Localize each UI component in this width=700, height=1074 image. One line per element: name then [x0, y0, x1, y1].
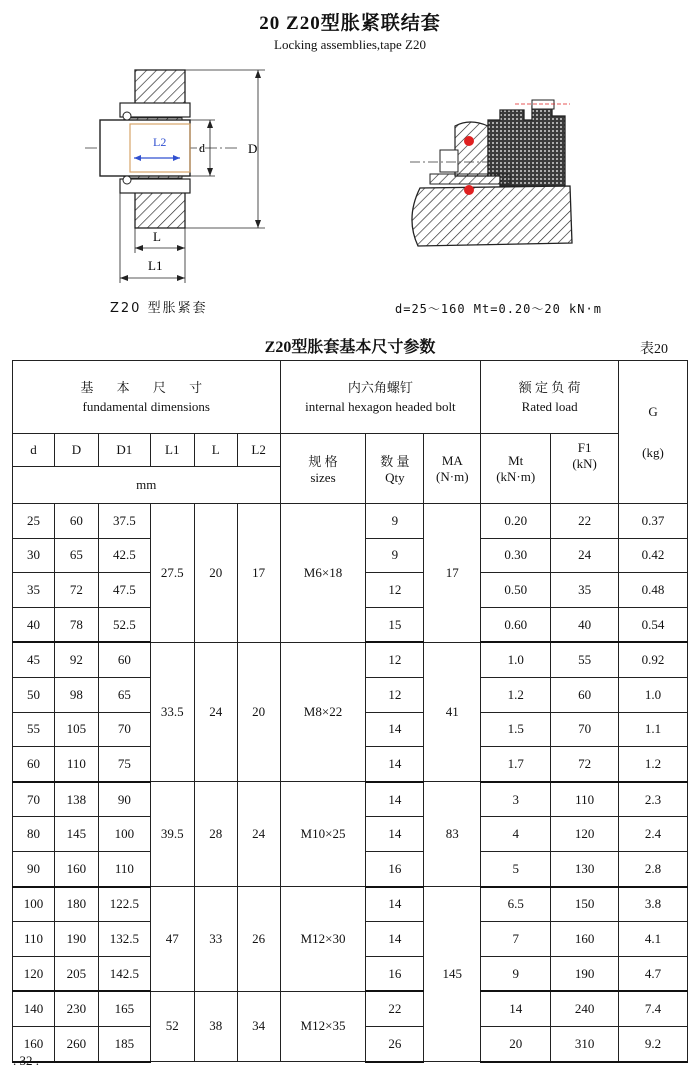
- cell-qty: 22: [366, 991, 424, 1026]
- shaft-detail: [412, 186, 572, 246]
- cell-g: 2.8: [619, 851, 688, 886]
- cell-qty: 16: [366, 956, 424, 991]
- header-L2: L2: [237, 434, 280, 467]
- right-figure-caption: d=25～160 Mt=0.20～20 kN·m: [395, 302, 602, 316]
- cell-D1: 142.5: [98, 956, 150, 991]
- header-weight-label: G: [648, 404, 658, 419]
- cell-d: 110: [13, 922, 55, 957]
- cell-sizes: M10×25: [280, 782, 366, 887]
- cell-D1: 165: [98, 991, 150, 1026]
- table-number: 表20: [640, 342, 668, 357]
- cell-qty: 9: [366, 504, 424, 539]
- cell-mt: 1.0: [481, 642, 551, 677]
- header-L1: L1: [150, 434, 194, 467]
- cell-D: 72: [54, 573, 98, 608]
- dim-l2-label: L2: [153, 135, 167, 149]
- cell-D: 145: [54, 817, 98, 852]
- cell-D: 78: [54, 607, 98, 642]
- cell-D1: 185: [98, 1026, 150, 1061]
- dim-D-label: D: [248, 141, 258, 156]
- cell-D: 110: [54, 747, 98, 782]
- group-header-bolt-cn: 内六角螺钉: [347, 380, 413, 395]
- cell-mt: 3: [481, 782, 551, 817]
- cell-L: 33: [194, 887, 237, 992]
- cell-L2: 34: [237, 991, 280, 1061]
- cell-D1: 75: [98, 747, 150, 782]
- cell-g: 2.4: [619, 817, 688, 852]
- cell-mt: 0.60: [481, 607, 551, 642]
- cell-d: 160: [13, 1026, 55, 1061]
- cell-f1: 70: [551, 712, 619, 747]
- header-D: D: [54, 434, 98, 467]
- cell-sizes: M12×35: [280, 991, 366, 1061]
- cell-D: 92: [54, 642, 98, 677]
- cell-f1: 190: [551, 956, 619, 991]
- header-weight-unit: (kg): [642, 445, 664, 460]
- header-qty-en: Qty: [385, 470, 405, 485]
- cell-qty: 26: [366, 1026, 424, 1061]
- group-header-fundamental-cn: 基 本 尺 寸: [80, 380, 213, 395]
- table-row: [13, 642, 688, 677]
- header-ma-unit: (N·m): [436, 468, 469, 484]
- header-mt-label: Mt: [508, 452, 524, 468]
- cell-f1: 120: [551, 817, 619, 852]
- cell-f1: 35: [551, 573, 619, 608]
- cell-g: 0.42: [619, 538, 688, 573]
- cell-L1: 27.5: [150, 504, 194, 643]
- cell-D: 105: [54, 712, 98, 747]
- cell-mt: 0.50: [481, 573, 551, 608]
- cell-sizes: M6×18: [280, 504, 366, 643]
- header-f1: [551, 434, 619, 504]
- cell-f1: 310: [551, 1026, 619, 1061]
- cell-mt: 9: [481, 956, 551, 991]
- cell-D: 60: [54, 504, 98, 539]
- group-header-load-cn: 额 定 负 荷: [518, 380, 581, 395]
- cell-g: 1.2: [619, 747, 688, 782]
- cell-g: 0.92: [619, 642, 688, 677]
- cell-d: 45: [13, 642, 55, 677]
- group-header-bolt: [280, 361, 481, 434]
- cell-qty: 15: [366, 607, 424, 642]
- cell-g: 0.48: [619, 573, 688, 608]
- cell-D1: 110: [98, 851, 150, 886]
- table-row: [13, 991, 688, 1026]
- header-ma-label: MA: [441, 452, 463, 468]
- cell-sizes: M12×30: [280, 887, 366, 992]
- header-ma: [424, 434, 481, 504]
- header-L: L: [194, 434, 237, 467]
- cell-f1: 110: [551, 782, 619, 817]
- group-header-load: [481, 361, 619, 434]
- cell-mt: 1.5: [481, 712, 551, 747]
- cell-g: 1.1: [619, 712, 688, 747]
- group-header-load-en: Rated load: [521, 399, 578, 414]
- cell-g: 4.7: [619, 956, 688, 991]
- cell-mt: 1.7: [481, 747, 551, 782]
- cell-g: 3.8: [619, 887, 688, 922]
- cell-d: 140: [13, 991, 55, 1026]
- cell-d: 35: [13, 573, 55, 608]
- cell-mt: 0.30: [481, 538, 551, 573]
- cell-f1: 160: [551, 922, 619, 957]
- red-marker-upper: [464, 136, 474, 146]
- cell-D1: 100: [98, 817, 150, 852]
- cell-sizes: M8×22: [280, 642, 366, 781]
- cell-f1: 240: [551, 991, 619, 1026]
- cell-qty: 14: [366, 747, 424, 782]
- cell-L1: 47: [150, 887, 194, 992]
- cell-f1: 60: [551, 677, 619, 712]
- cell-mt: 0.20: [481, 504, 551, 539]
- cell-d: 80: [13, 817, 55, 852]
- group-header-bolt-en: internal hexagon headed bolt: [305, 399, 456, 414]
- cell-g: 4.1: [619, 922, 688, 957]
- cell-qty: 14: [366, 817, 424, 852]
- cell-D: 138: [54, 782, 98, 817]
- cell-D1: 70: [98, 712, 150, 747]
- cell-L2: 26: [237, 887, 280, 992]
- cell-qty: 12: [366, 573, 424, 608]
- header-weight: [619, 361, 688, 504]
- cell-D: 65: [54, 538, 98, 573]
- page-number: . 32 .: [13, 1053, 39, 1068]
- cell-d: 100: [13, 887, 55, 922]
- cell-f1: 72: [551, 747, 619, 782]
- left-figure-caption: Z20 型胀紧套: [110, 301, 208, 316]
- cell-L2: 17: [237, 504, 280, 643]
- cell-D1: 132.5: [98, 922, 150, 957]
- cell-f1: 22: [551, 504, 619, 539]
- cell-f1: 55: [551, 642, 619, 677]
- cell-L1: 39.5: [150, 782, 194, 887]
- cell-ma: 83: [424, 782, 481, 887]
- shaft-section: [100, 120, 190, 176]
- cell-qty: 14: [366, 712, 424, 747]
- red-marker-lower: [464, 185, 474, 195]
- header-f1-label: F1: [577, 440, 592, 455]
- cell-mt: 6.5: [481, 887, 551, 922]
- cell-D: 160: [54, 851, 98, 886]
- cell-mt: 20: [481, 1026, 551, 1061]
- cell-qty: 12: [366, 642, 424, 677]
- dim-L1-label: L1: [148, 258, 163, 273]
- right-detail-drawing: [410, 100, 572, 246]
- cell-L: 38: [194, 991, 237, 1061]
- cell-mt: 1.2: [481, 677, 551, 712]
- cell-L2: 24: [237, 782, 280, 887]
- header-mt-unit: (kN·m): [496, 468, 536, 484]
- header-qty: [366, 434, 424, 504]
- cell-f1: 130: [551, 851, 619, 886]
- assembly-figures: [0, 58, 700, 328]
- cell-g: 0.54: [619, 607, 688, 642]
- cell-d: 50: [13, 677, 55, 712]
- cell-qty: 9: [366, 538, 424, 573]
- header-mt: [481, 434, 551, 504]
- cell-ma: 41: [424, 642, 481, 781]
- table-row: [13, 782, 688, 817]
- cell-d: 55: [13, 712, 55, 747]
- header-unit-mm: mm: [13, 467, 281, 504]
- cell-L2: 20: [237, 642, 280, 781]
- cell-qty: 14: [366, 782, 424, 817]
- cell-f1: 24: [551, 538, 619, 573]
- cell-L1: 33.5: [150, 642, 194, 781]
- page-subtitle: Locking assemblies,tape Z20: [274, 37, 426, 52]
- cell-f1: 150: [551, 887, 619, 922]
- header-sizes: [280, 434, 366, 504]
- header-sizes-cn: 规 格: [308, 454, 338, 469]
- cell-D: 205: [54, 956, 98, 991]
- cell-D1: 65: [98, 677, 150, 712]
- table-title: Z20型胀套基本尺寸参数: [264, 339, 436, 356]
- cell-D1: 122.5: [98, 887, 150, 922]
- table-body: [13, 504, 688, 1062]
- page-title: 20 Z20型胀紧联结套: [259, 13, 441, 34]
- cell-g: 7.4: [619, 991, 688, 1026]
- cell-L: 20: [194, 504, 237, 643]
- header-D1: D1: [98, 434, 150, 467]
- header-qty-cn: 数 量: [380, 454, 410, 469]
- cell-ma: 17: [424, 504, 481, 643]
- cell-qty: 14: [366, 922, 424, 957]
- cell-D: 180: [54, 887, 98, 922]
- group-header-fundamental-en: fundamental dimensions: [82, 399, 210, 414]
- cell-d: 70: [13, 782, 55, 817]
- cell-g: 1.0: [619, 677, 688, 712]
- cell-qty: 12: [366, 677, 424, 712]
- cell-D1: 52.5: [98, 607, 150, 642]
- header-sizes-en: sizes: [310, 470, 336, 485]
- cell-qty: 16: [366, 851, 424, 886]
- cell-L: 28: [194, 782, 237, 887]
- cell-d: 25: [13, 504, 55, 539]
- cell-D1: 60: [98, 642, 150, 677]
- cell-ma: 145: [424, 887, 481, 1062]
- cell-d: 40: [13, 607, 55, 642]
- group-header-fundamental: [13, 361, 281, 434]
- cell-mt: 14: [481, 991, 551, 1026]
- cell-D: 260: [54, 1026, 98, 1061]
- cell-D1: 90: [98, 782, 150, 817]
- cell-g: 9.2: [619, 1026, 688, 1061]
- cell-D: 190: [54, 922, 98, 957]
- cell-d: 60: [13, 747, 55, 782]
- dim-d-label: d: [199, 141, 205, 155]
- cell-D: 230: [54, 991, 98, 1026]
- header-f1-unit: (kN): [572, 456, 597, 471]
- cell-L: 24: [194, 642, 237, 781]
- cell-mt: 5: [481, 851, 551, 886]
- cell-L1: 52: [150, 991, 194, 1061]
- cell-qty: 14: [366, 887, 424, 922]
- cell-mt: 7: [481, 922, 551, 957]
- header-d: d: [13, 434, 55, 467]
- cell-g: 0.37: [619, 504, 688, 539]
- cell-mt: 4: [481, 817, 551, 852]
- cell-d: 90: [13, 851, 55, 886]
- cell-D1: 37.5: [98, 504, 150, 539]
- cell-g: 2.3: [619, 782, 688, 817]
- table-row: [13, 887, 688, 922]
- table-row: [13, 504, 688, 539]
- cell-D: 98: [54, 677, 98, 712]
- cell-D1: 42.5: [98, 538, 150, 573]
- dim-L-label: L: [153, 229, 161, 244]
- left-section-drawing: [85, 70, 265, 283]
- cell-f1: 40: [551, 607, 619, 642]
- spec-table: [12, 360, 688, 1063]
- cell-d: 120: [13, 956, 55, 991]
- cell-d: 30: [13, 538, 55, 573]
- cell-D1: 47.5: [98, 573, 150, 608]
